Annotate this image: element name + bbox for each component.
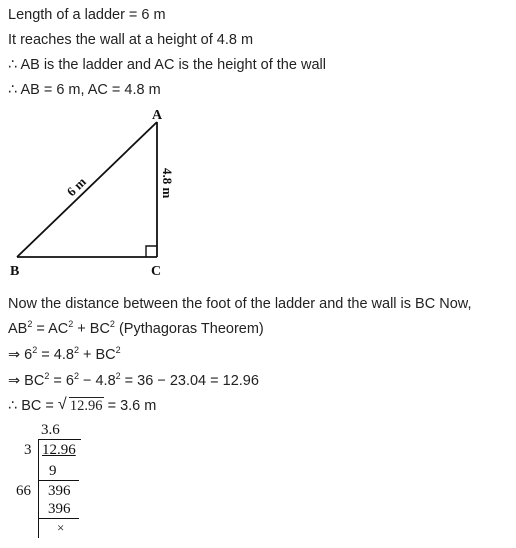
division-remainder-1: 396 bbox=[48, 483, 71, 499]
division-bar-vertical bbox=[38, 439, 39, 538]
side-ac-label: 4.8 m bbox=[160, 168, 175, 199]
triangle-diagram bbox=[0, 105, 200, 280]
division-line-1 bbox=[39, 480, 79, 481]
text-line-2: It reaches the wall at a height of 4.8 m bbox=[8, 32, 254, 48]
text-line-5: Now the distance between the foot of the ladder and the wall is BC Now, bbox=[8, 296, 472, 312]
text-line-3: ∴ AB is the ladder and AC is the height of the wall bbox=[8, 57, 326, 73]
text-line-4: ∴ AB = 6 m, AC = 4.8 m bbox=[8, 82, 161, 98]
side-ab-label: 6 m bbox=[63, 174, 89, 200]
division-final: × bbox=[57, 520, 65, 535]
equation-bc-squared: ⇒ $BC^2 = 6^2 - 4.8^2 = 36 - 23.04 = 12.96$ bbox=[8, 371, 259, 389]
right-angle-marker bbox=[146, 246, 157, 257]
equation-pythagoras: $AB^2 = AC^2 + BC^2$ (Pythagoras Theorem) bbox=[8, 319, 264, 337]
division-divisor-2: 66 bbox=[16, 483, 31, 499]
side-ab bbox=[17, 122, 157, 257]
division-subtract-2: 396 bbox=[48, 501, 71, 517]
vertex-c-label: C bbox=[151, 264, 162, 279]
equation-bc-result: ∴ BC = √ 12.96 = 3.6 m bbox=[8, 396, 157, 414]
vertex-b-label: B bbox=[10, 264, 20, 279]
vertex-a-label: A bbox=[152, 108, 163, 123]
text-line-1: Length of a ladder = 6 m bbox=[8, 7, 166, 23]
division-subtract-1: 9 bbox=[49, 463, 57, 479]
division-quotient: 3.6 bbox=[41, 422, 60, 438]
division-dividend: 12.96 bbox=[42, 442, 76, 458]
equation-substitution: ⇒ $6^2 = 4.8^2 + BC^2$ bbox=[8, 345, 121, 363]
square-root: √ 12.96 bbox=[57, 396, 103, 414]
division-divisor-1: 3 bbox=[24, 442, 32, 458]
